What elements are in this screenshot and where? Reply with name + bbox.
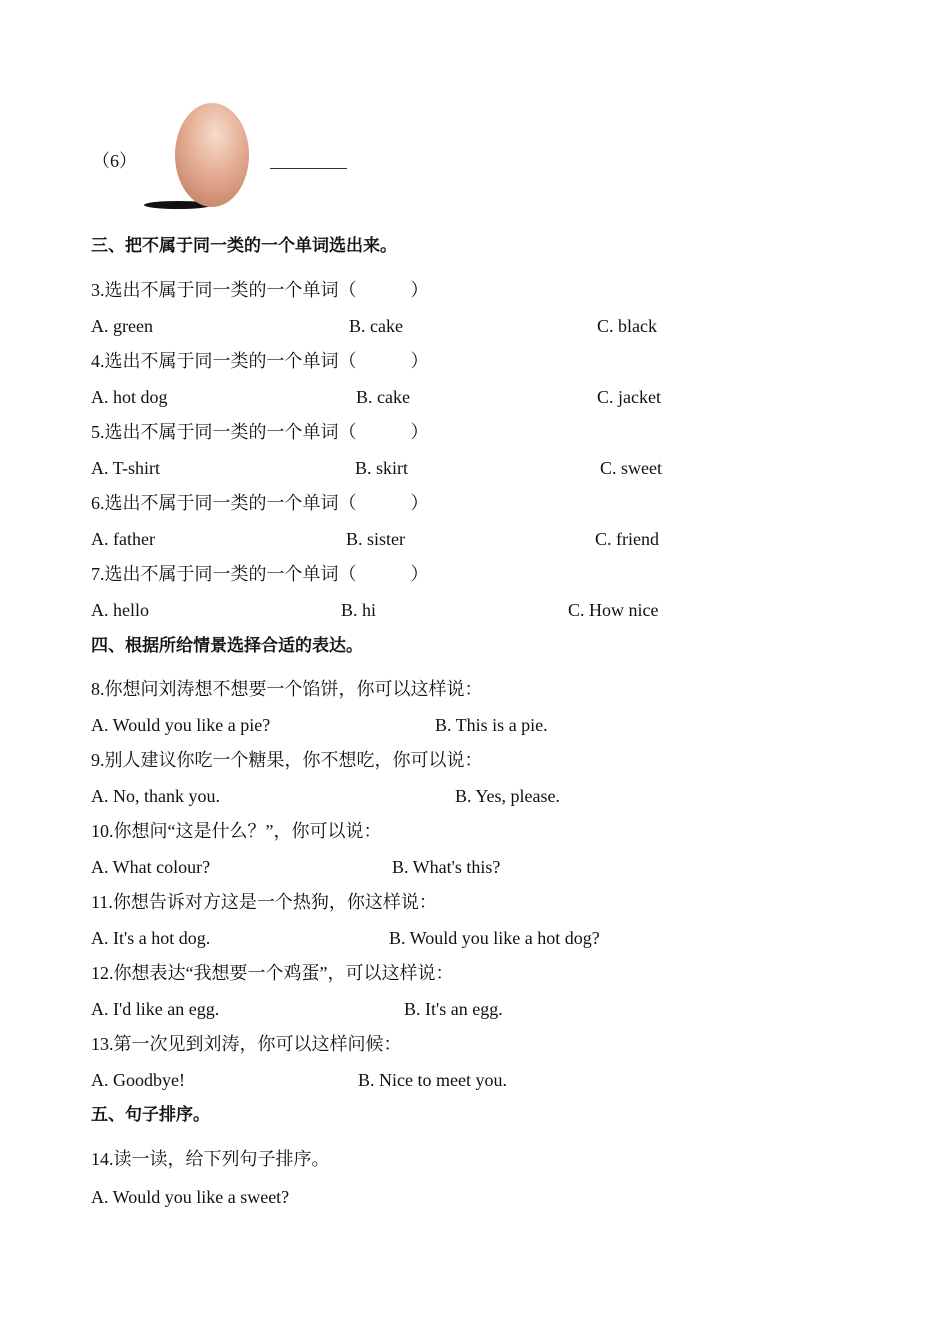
option-b: B. cake — [356, 387, 410, 407]
option-b: B. It's an egg. — [404, 999, 503, 1019]
question: 3.选出不属于同一类的一个单词（ ） — [91, 280, 429, 300]
section-heading: 五、句子排序。 — [91, 1105, 210, 1125]
option-c: C. friend — [595, 529, 659, 549]
option-b: B. sister — [346, 529, 406, 549]
option-c: C. jacket — [597, 387, 661, 407]
option-a: A. What colour? — [91, 857, 211, 877]
option-a: A. Goodbye! — [91, 1070, 185, 1090]
egg-image — [140, 100, 255, 212]
item-number: （6） — [92, 151, 137, 171]
option-c: C. black — [597, 316, 657, 336]
option-a: A. father — [91, 529, 155, 549]
option-b: B. What's this? — [392, 857, 501, 877]
option-b: B. Would you like a hot dog? — [389, 928, 600, 948]
question: 8.你想问刘涛想不想要一个馅饼，你可以这样说： — [91, 679, 483, 699]
option-a: A. Would you like a sweet? — [91, 1187, 290, 1207]
option-a: A. Would you like a pie? — [91, 715, 271, 735]
question: 9.别人建议你吃一个糖果，你不想吃，你可以说： — [91, 750, 483, 770]
question: 5.选出不属于同一类的一个单词（ ） — [91, 422, 429, 442]
option-a: A. It's a hot dog. — [91, 928, 211, 948]
question: 4.选出不属于同一类的一个单词（ ） — [91, 351, 429, 371]
section-heading: 三、把不属于同一类的一个单词选出来。 — [91, 236, 397, 256]
answer-blank[interactable] — [270, 168, 347, 169]
option-c: C. sweet — [600, 458, 662, 478]
option-b: B. This is a pie. — [435, 715, 548, 735]
option-a: A. hello — [91, 600, 149, 620]
question: 14.读一读，给下列句子排序。 — [91, 1149, 330, 1169]
option-a: A. I'd like an egg. — [91, 999, 220, 1019]
question: 10.你想问“这是什么？”，你可以说： — [91, 821, 382, 841]
option-b: B. Yes, please. — [455, 786, 561, 806]
question: 12.你想表达“我想要一个鸡蛋”，可以这样说： — [91, 963, 454, 983]
section-heading: 四、根据所给情景选择合适的表达。 — [91, 636, 363, 656]
option-a: A. No, thank you. — [91, 786, 220, 806]
option-a: A. T-shirt — [91, 458, 161, 478]
option-a: A. hot dog — [91, 387, 168, 407]
option-c: C. How nice — [568, 600, 659, 620]
option-b: B. skirt — [355, 458, 409, 478]
question: 13.第一次见到刘涛，你可以这样问候： — [91, 1034, 402, 1054]
option-b: B. hi — [341, 600, 377, 620]
question: 7.选出不属于同一类的一个单词（ ） — [91, 564, 429, 584]
question: 11.你想告诉对方这是一个热狗，你这样说： — [91, 892, 437, 912]
option-b: B. cake — [349, 316, 403, 336]
option-b: B. Nice to meet you. — [358, 1070, 507, 1090]
question: 6.选出不属于同一类的一个单词（ ） — [91, 493, 429, 513]
option-a: A. green — [91, 316, 153, 336]
